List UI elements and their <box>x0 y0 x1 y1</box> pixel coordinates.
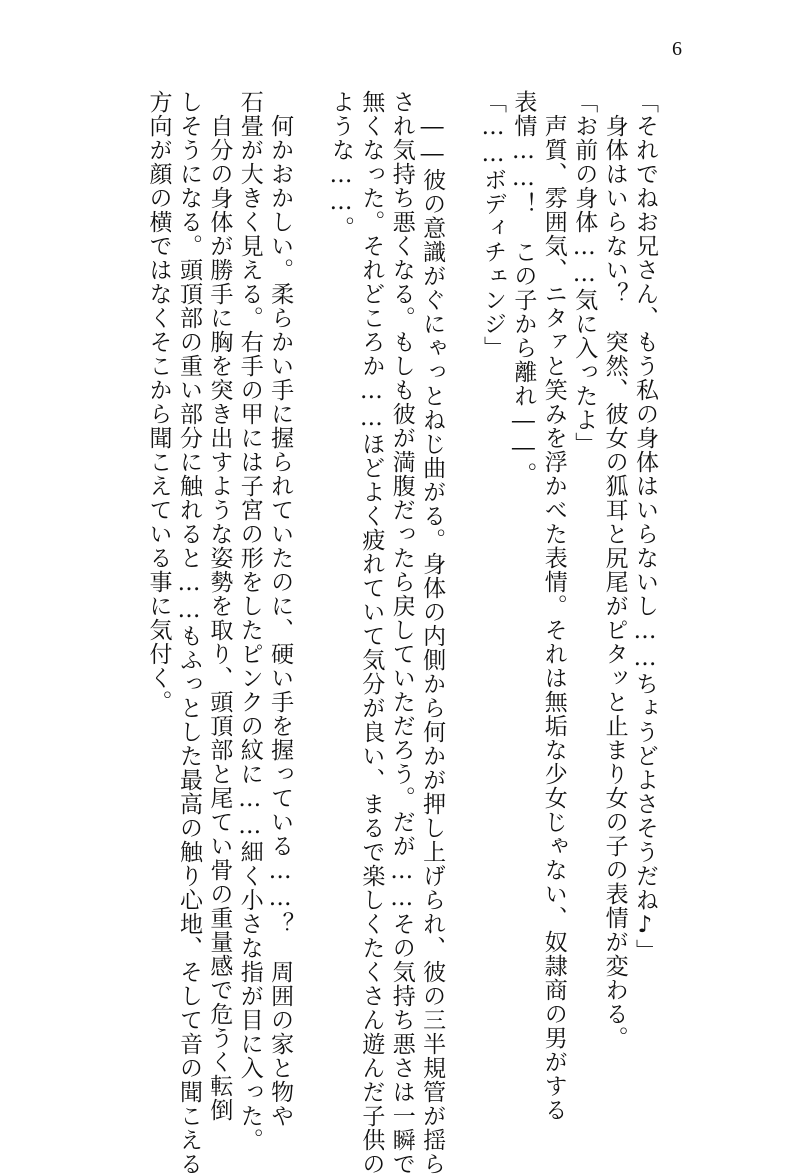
text-line: 「お前の身体……気に入ったよ」 <box>571 90 598 456</box>
text-line: ――彼の意識がぐにゃっとねじ曲がる。身体の内側から何かが押し上げられ、彼の三半規管が揺ら <box>419 90 446 1176</box>
text-line: 何かおかしい。柔らかい手に握られていたのに、硬い手を握っている……？ 周囲の家と物や <box>267 90 294 1128</box>
text-line: ような……。 <box>327 90 354 240</box>
text-line: 声質、雰囲気、ニタァと笑みを浮かべた表情。それは無垢な少女じゃない、奴隷商の男がする <box>540 90 567 1122</box>
novel-text-body <box>143 90 660 1176</box>
text-line: 「……ボディチェンジ」 <box>479 90 506 360</box>
text-line: 方向が顔の横ではなくそこから聞こえている事に気付く。 <box>145 90 172 714</box>
text-line: 身体はいらない？ 突然、彼女の狐耳と尻尾がピタッと止まり女の子の表情が変わる。 <box>601 90 628 1050</box>
blank-line <box>447 90 477 1090</box>
text-line: しそうになる。頭頂部の重い部分に触れると……もふっとした最高の触り心地、そして音の聞こえる <box>175 90 202 1176</box>
text-line: 表情……！ この子から離れ――。 <box>510 90 537 486</box>
text-line: され気持ち悪くなる。もしも彼が満腹だったら戻していただろう。だが……その気持ち悪さは一瞬で <box>388 90 415 1176</box>
text-line: 無くなった。それどころか……ほどよく疲れていて気分が良い、まるで楽しくたくさん遊んだ子供の <box>358 90 385 1176</box>
blank-line <box>295 90 325 1090</box>
text-line: 石畳が大きく見える。右手の甲には子宮の形をしたピンクの紋に……細く小さな指が目に入った。 <box>236 90 263 1152</box>
text-line: 「それでねお兄さん、もう私の身体はいらないし……ちょうどよさそうだね♪」 <box>632 90 658 963</box>
text-line: 自分の身体が勝手に胸を突き出すような姿勢を取り、頭頂部と尾てい骨の重量感で危うく転倒 <box>206 90 233 1122</box>
page-number: 6 <box>672 38 682 60</box>
